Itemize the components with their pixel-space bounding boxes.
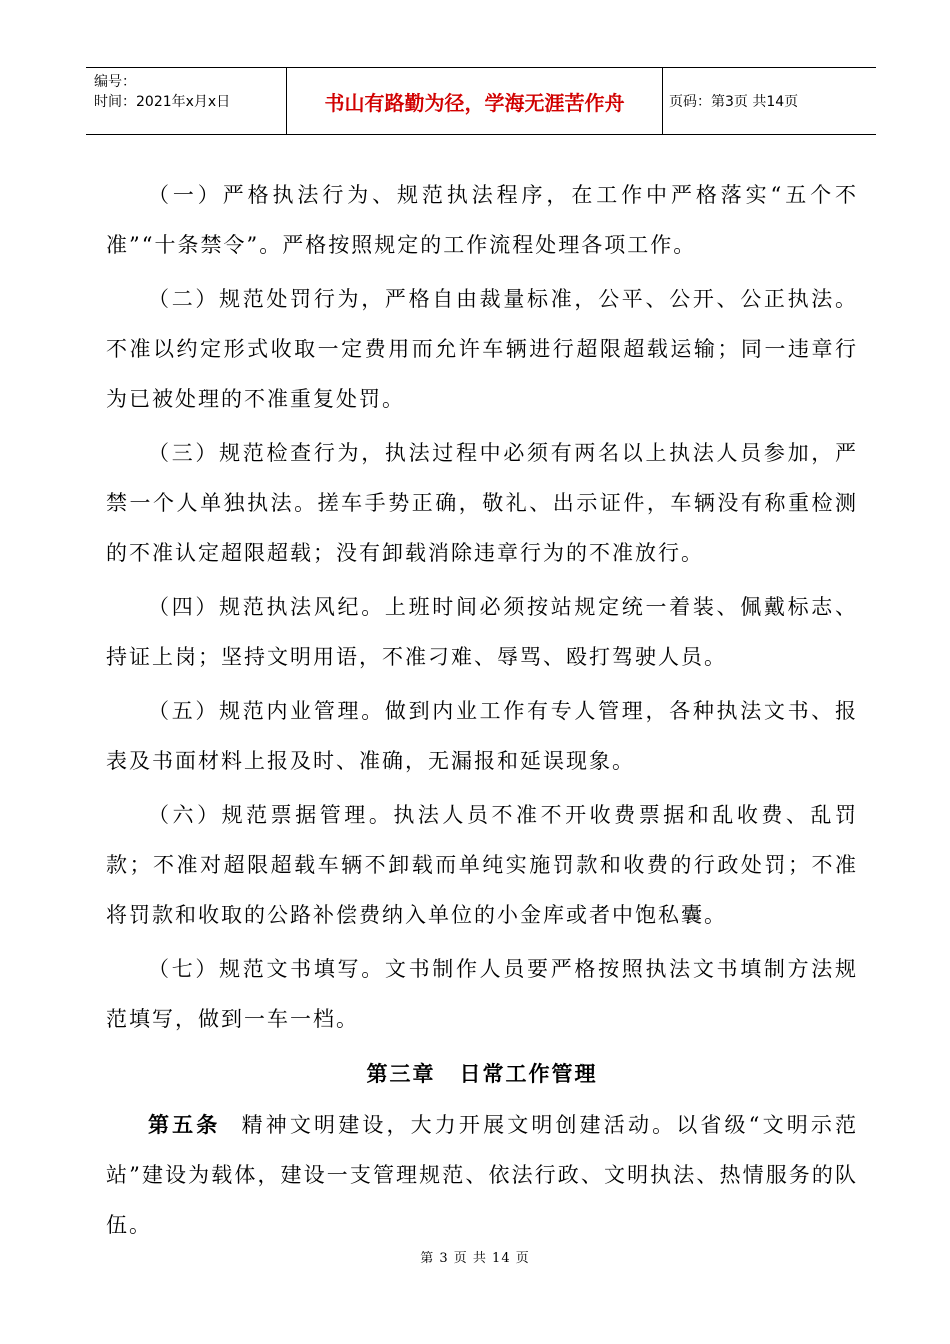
article-5 [106, 1100, 858, 1250]
chapter-title: 日常工作管理 [459, 1061, 598, 1086]
paragraph-item-6: （六）规范票据管理。执法人员不准不开收费票据和乱收费、乱罚款；不准对超限超载车辆不卸载而单纯实施罚款和收费的行政处罚；不准将罚款和收取的公路补偿费纳入单位的小金库或者中饱私囊。 [106, 803, 858, 927]
paragraph-item-2: （二）规范处罚行为，严格自由裁量标准，公平、公开、公正执法。不准以约定形式收取一定费用而允许车辆进行超限超载运输；同一违章行为已被处理的不准重复处罚。 [106, 287, 858, 411]
chapter-number: 第三章 [366, 1061, 436, 1086]
chapter-heading [106, 1048, 858, 1100]
header-page-info: 页码：第3页 共14页 [669, 94, 799, 110]
paragraph-item-4: （四）规范执法风纪。上班时间必须按站规定统一着装、佩戴标志、持证上岗；坚持文明用语，不准刁难、辱骂、殴打驾驶人员。 [106, 595, 858, 669]
document-body [106, 170, 858, 1254]
page-footer: 第 3 页 共 14 页 [420, 1251, 530, 1266]
paragraph-item-1: （一）严格执法行为、规范执法程序，在工作中严格落实“五个不准”“十条禁令”。严格按照规定的工作流程处理各项工作。 [106, 183, 858, 257]
paragraph-item-7: （七）规范文书填写。文书制作人员要严格按照执法文书填制方法规范填写，做到一车一档。 [106, 957, 858, 1031]
header-meta [86, 68, 287, 134]
article-5-text: 精神文明建设，大力开展文明创建活动。以省级“文明示范站”建设为载体，建设一支管理规范、依法行政、文明执法、热情服务的队伍。 [106, 1113, 859, 1237]
paragraph-item-5: （五）规范内业管理。做到内业工作有专人管理，各种执法文书、报表及书面材料上报及时、准确，无漏报和延误现象。 [106, 699, 858, 773]
paragraph-item-3: （三）规范检查行为，执法过程中必须有两名以上执法人员参加，严禁一个人单独执法。搓车手势正确，敬礼、出示证件，车辆没有称重检测的不准认定超限超载；没有卸载消除违章行为的不准放行。 [106, 441, 858, 565]
page-header [86, 67, 876, 135]
article-5-lead: 第五条 [148, 1113, 221, 1137]
header-motto: 书山有路勤为径，学海无涯苦作舟 [287, 68, 663, 134]
document-time-label: 时间：2021年x月x日 [94, 94, 231, 110]
document-number-label: 编号： [94, 74, 136, 90]
